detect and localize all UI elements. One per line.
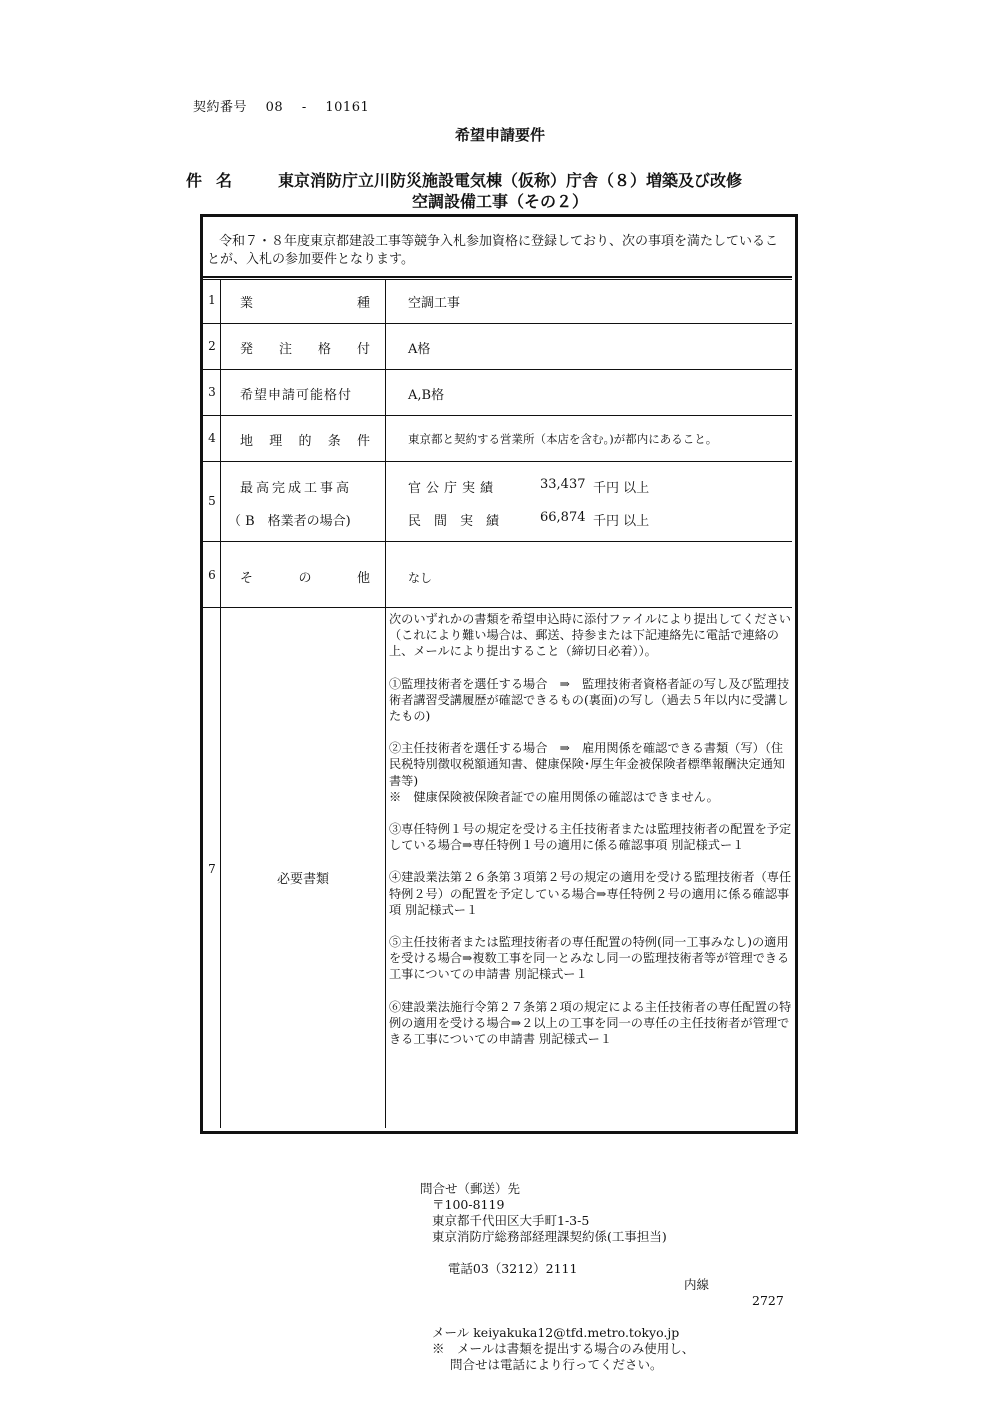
req-paragraph: ④建設業法第２６条第３項第２号の規定の適用を受ける監理技術者（専任特例２号）の配置を予定している場合⇒専任特例２号の適用に係る確認事項 別記様式ー１	[389, 870, 792, 917]
contract-dash: -	[301, 100, 307, 115]
document-title: 希望申請要件	[454, 126, 545, 144]
row-label-grade-b-note: （ B 格業者の場合)	[228, 514, 351, 529]
req-paragraph: ⑤主任技術者または監理技術者の専任配置の特例(同一工事みなし)の適用を受ける場合⇒複数工事を同一とみなし同一の監理技術者等が管理できる工事についての申請書 別記様式ー１	[389, 935, 790, 982]
row-number: 5	[208, 494, 216, 508]
public-record-label: 官公庁実績	[408, 481, 499, 496]
table-divider	[203, 276, 792, 278]
required-documents-text	[389, 611, 794, 1063]
row-label-order-grade: 発 注 格 付	[240, 342, 370, 357]
row-value-industry: 空調工事	[408, 296, 461, 311]
contact-phone-line	[420, 1245, 784, 1325]
row-divider	[203, 369, 792, 370]
contact-note-1: ※ メールは書類を提出する場合のみ使用し、	[432, 1341, 695, 1356]
req-paragraph: ③専任特例１号の規定を受ける主任技術者または監理技術者の配置を予定している場合⇒専任特例１号の適用に係る確認事項 別記様式ー１	[389, 822, 792, 853]
req-paragraph: ⑥建設業法施行令第２７条第２項の規定による主任技術者の専任配置の特例の適用を受ける場合⇒２以上の工事を同一の専任の主任技術者が管理できる工事についての申請書 別記様式ー１	[389, 999, 792, 1047]
req-paragraph: ①監理技術者を選任する場合 ⇒ 監理技術者資格者証の写し及び監理技術者講習受講履歴が確認できるもの(裏面)の写し（過去５年以内に受講したもの)	[389, 676, 790, 724]
subject-line-1: 東京消防庁立川防災施設電気棟（仮称）庁舎（８）増築及び改修	[278, 171, 743, 190]
contact-note-2: 問合せは電話により行ってください。	[450, 1357, 663, 1372]
row-value-order-grade: A格	[408, 342, 431, 357]
row-number: 2	[208, 339, 216, 353]
contract-label: 契約番号	[193, 100, 248, 115]
table-divider	[203, 279, 792, 280]
row-label-other: そ の 他	[240, 571, 370, 586]
row-divider	[203, 461, 792, 462]
row-number: 4	[208, 431, 216, 445]
column-divider	[385, 279, 386, 1128]
row-number: 3	[208, 385, 216, 399]
row-label-eligible-grade: 希望申請可能格付	[240, 388, 353, 403]
row-divider	[203, 323, 792, 324]
row-label-location: 地 理 的 条 件	[240, 434, 370, 449]
row-value-other: なし	[408, 571, 433, 585]
contact-block	[420, 1181, 784, 1373]
row-number: 7	[208, 862, 216, 876]
row-label-industry: 業 種	[240, 296, 370, 311]
row-label-max-completion: 最高完成工事高	[240, 481, 353, 496]
row-number: 1	[208, 293, 216, 307]
contact-phone: 電話03（3212）2111	[447, 1261, 578, 1276]
public-record-unit: 千円 以上	[593, 481, 650, 496]
row-number: 6	[208, 568, 216, 582]
subject-label: 件名	[186, 171, 247, 190]
contact-email: メール keiyakuka12@tfd.metro.tokyo.jp	[432, 1325, 680, 1340]
subject-line-2: 空調設備工事（その２）	[411, 192, 588, 211]
contact-address: 東京都千代田区大手町1-3-5	[432, 1213, 590, 1228]
public-record-amount: 33,437	[540, 477, 586, 492]
row-value-eligible-grade: A,B格	[408, 388, 445, 403]
row-divider	[203, 541, 792, 542]
row-value-location: 東京都と契約する営業所（本店を含む。)が都内にあること。	[408, 432, 718, 446]
row-label-required-docs: 必要書類	[277, 872, 330, 887]
private-record-unit: 千円 以上	[593, 514, 650, 529]
contract-number	[193, 96, 383, 115]
contract-part1: 08	[265, 100, 284, 115]
intro-text: 令和７・８年度東京都建設工事等競争入札参加資格に登録しており、次の事項を満たしていることが、入札の参加要件となります。	[207, 234, 779, 267]
row-divider	[203, 607, 792, 608]
req-paragraph: 次のいずれかの書類を希望申込時に添付ファイルにより提出してください（これにより難い場合は、郵送、持参または下記連絡先に電話で連絡の上、メールにより提出すること（締切日必着））。	[389, 612, 791, 659]
req-note: ※ 健康保険被保険者証での雇用関係の確認はできません。	[389, 789, 719, 804]
private-record-label: 民間実績	[408, 514, 513, 529]
contact-postal: 〒100-8119	[432, 1197, 505, 1212]
contact-ext-label: 内線	[684, 1277, 710, 1292]
req-paragraph: ②主任技術者を選任する場合 ⇒ 雇用関係を確認できる書類（写）（住民税特別徴収税額通知書、健康保険･厚生年金被保険者標準報酬決定通知書等)	[389, 741, 786, 788]
contract-part2: 10161	[325, 100, 370, 115]
contact-ext: 2727	[752, 1293, 784, 1308]
contact-department: 東京消防庁総務部経理課契約係(工事担当)	[432, 1229, 667, 1244]
column-divider	[220, 279, 221, 1128]
contact-heading: 問合せ（郵送）先	[420, 1181, 521, 1196]
private-record-amount: 66,874	[540, 510, 586, 525]
row-divider	[203, 415, 792, 416]
